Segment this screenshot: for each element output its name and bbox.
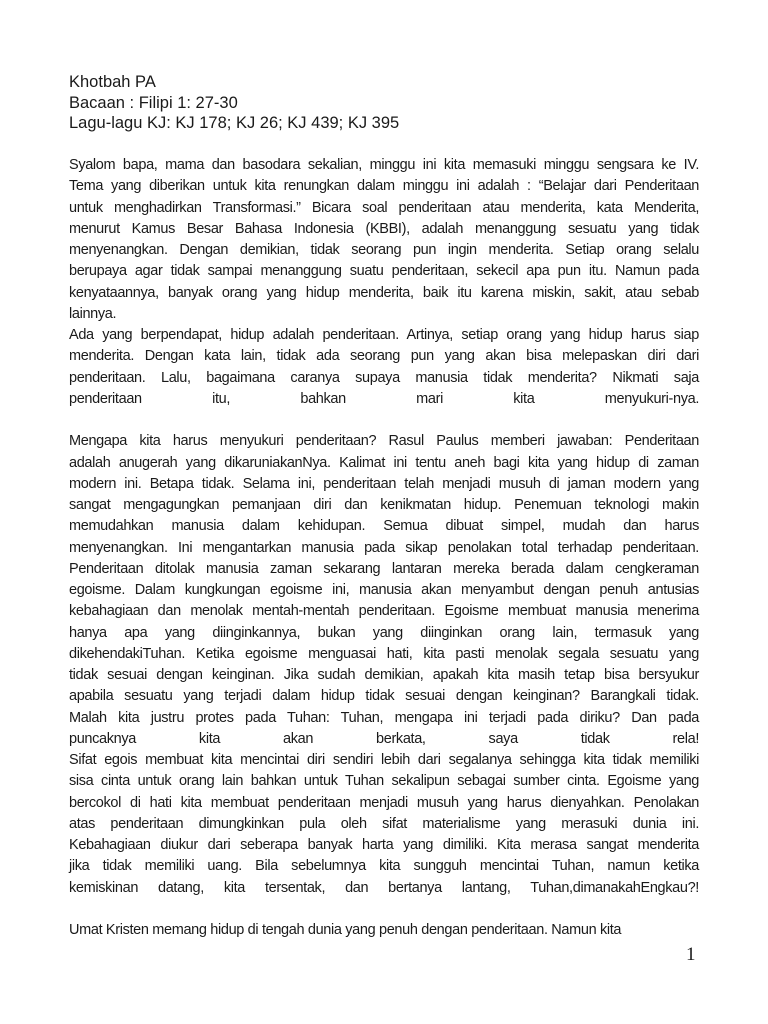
body-line: egoisme. Dalam kungkungan egoisme ini, manusia akan menyambut dengan penuh antusias <box>69 582 699 598</box>
body-line: apabila sesuatu yang terjadi dalam hidup tidak sesuai dengan keinginan? Barangkali tidak. <box>69 688 699 705</box>
body-line: kenyataannya, banyak orang yang hidup menderita, baik itu karena miskin, sakit, atau sebab <box>69 284 699 301</box>
body-line: Syalom bapa, mama dan basodara sekalian, minggu ini kita memasuki minggu sengsara ke IV. <box>69 157 699 173</box>
body-line: kebahagiaan dan menolak mentah-mentah penderitaan. Egoisme membuat manusia menerima <box>69 603 699 620</box>
body-line: berupaya agar tidak sampai menanggung suatu penderitaan, sekecil apa pun itu. Namun pada <box>69 263 699 280</box>
body-line: atas penderitaan dimungkinkan pula oleh sifat materialisme yang merasuki dunia ini. <box>69 815 699 832</box>
body-line: hanya apa yang diinginkannya, bukan yang diinginkan orang lain, termasuk yang <box>69 624 699 641</box>
body-line: Malah kita justru protes pada Tuhan: Tuhan, mengapa ini terjadi pada diriku? Dan pada <box>69 709 699 726</box>
body-line: penderitaan. Lalu, bagaimana caranya supaya manusia tidak menderita? Nikmati saja <box>69 369 699 386</box>
body-line: tidak sesuai dengan keinginan. Jika sudah demikian, apakah kita masih tetap bisa bersyukur <box>69 667 699 683</box>
paragraph-gap <box>69 410 699 431</box>
paragraph-gap <box>69 899 699 920</box>
body-line: menyenangkan. Dengan demikian, tidak seorang pun ingin menderita. Setiap orang selalu <box>69 242 699 258</box>
body-line: modern ini. Betapa tidak. Selama ini, penderitaan telah menjadi musuh di jaman modern yang <box>69 475 699 492</box>
scripture-reading: Bacaan : Filipi 1: 27-30 <box>69 93 238 112</box>
body-line: Umat Kristen memang hidup di tengah dunia yang penuh dengan penderitaan. Namun kita <box>69 922 622 938</box>
body-line: menyenangkan. Ini mengantarkan manusia pada sikap penolakan total terhadap penderitaan. <box>69 539 699 556</box>
body-line: Sifat egois membuat kita mencintai diri sendiri lebih dari segalanya sehingga kita tidak memiliki <box>69 752 699 768</box>
page-number: 1 <box>686 944 696 965</box>
body-line: Tema yang diberikan untuk kita renungkan dalam minggu ini adalah : “Belajar dari Penderitaan <box>69 178 699 195</box>
body-line: jika tidak memiliki uang. Bila sebelumnya kita sungguh mencintai Tuhan, namun ketika <box>69 858 699 875</box>
body-line: menurut Kamus Besar Bahasa Indonesia (KBBI), adalah menanggung sesuatu yang tidak <box>69 220 699 237</box>
body-line: adalah anugerah yang dikaruniakanNya. Kalimat ini tentu aneh bagi kita yang hidup di zaman <box>69 454 699 471</box>
sermon-body <box>69 155 699 941</box>
body-line: puncaknya kita akan berkata, saya tidak rela! <box>69 730 699 747</box>
body-line: memudahkan manusia dalam kehidupan. Semua dibuat simpel, mudah dan harus <box>69 518 699 535</box>
body-line: menderita. Dengan kata lain, tidak ada seorang pun yang akan bisa melepaskan diri dari <box>69 348 699 365</box>
body-line: Mengapa kita harus menyukuri penderitaan? Rasul Paulus memberi jawaban: Penderitaan <box>69 433 699 450</box>
sermon-title: Khotbah PA <box>69 73 156 91</box>
hymn-list: Lagu-lagu KJ: KJ 178; KJ 26; KJ 439; KJ 395 <box>69 114 400 132</box>
body-line: untuk menghadirkan Transformasi.” Bicara soal penderitaan atau menderita, kata Menderita, <box>69 199 699 216</box>
body-line: sisa cinta untuk orang lain bahkan untuk Tuhan sekalipun sebagai sumber cinta. Egoisme yang <box>69 773 699 790</box>
body-line: penderitaan itu, bahkan mari kita menyukuri-nya. <box>69 390 699 407</box>
body-line: Kebahagiaan diukur dari seberapa banyak harta yang dimiliki. Kita merasa sangat menderita <box>69 837 699 853</box>
body-line: Ada yang berpendapat, hidup adalah penderitaan. Artinya, setiap orang yang hidup harus siap <box>69 327 699 343</box>
body-line: lainnya. <box>69 305 117 322</box>
body-line: kemiskinan datang, kita tersentak, dan bertanya lantang, Tuhan,dimanakahEngkau?! <box>69 879 699 896</box>
body-line: Penderitaan ditolak manusia zaman sekarang lantaran mereka berada dalam cengkeraman <box>69 560 699 577</box>
body-line: dikehendakiTuhan. Ketika egoisme menguasai hati, kita pasti menolak segala sesuatu yang <box>69 645 699 662</box>
body-line: sangat mengagungkan pemanjaan diri dan kenikmatan hidup. Penemuan teknologi makin <box>69 497 699 513</box>
body-line: bercokol di hati kita membuat penderitaan menjadi musuh yang harus dienyahkan. Penolakan <box>69 794 699 811</box>
sermon-header <box>69 72 399 134</box>
